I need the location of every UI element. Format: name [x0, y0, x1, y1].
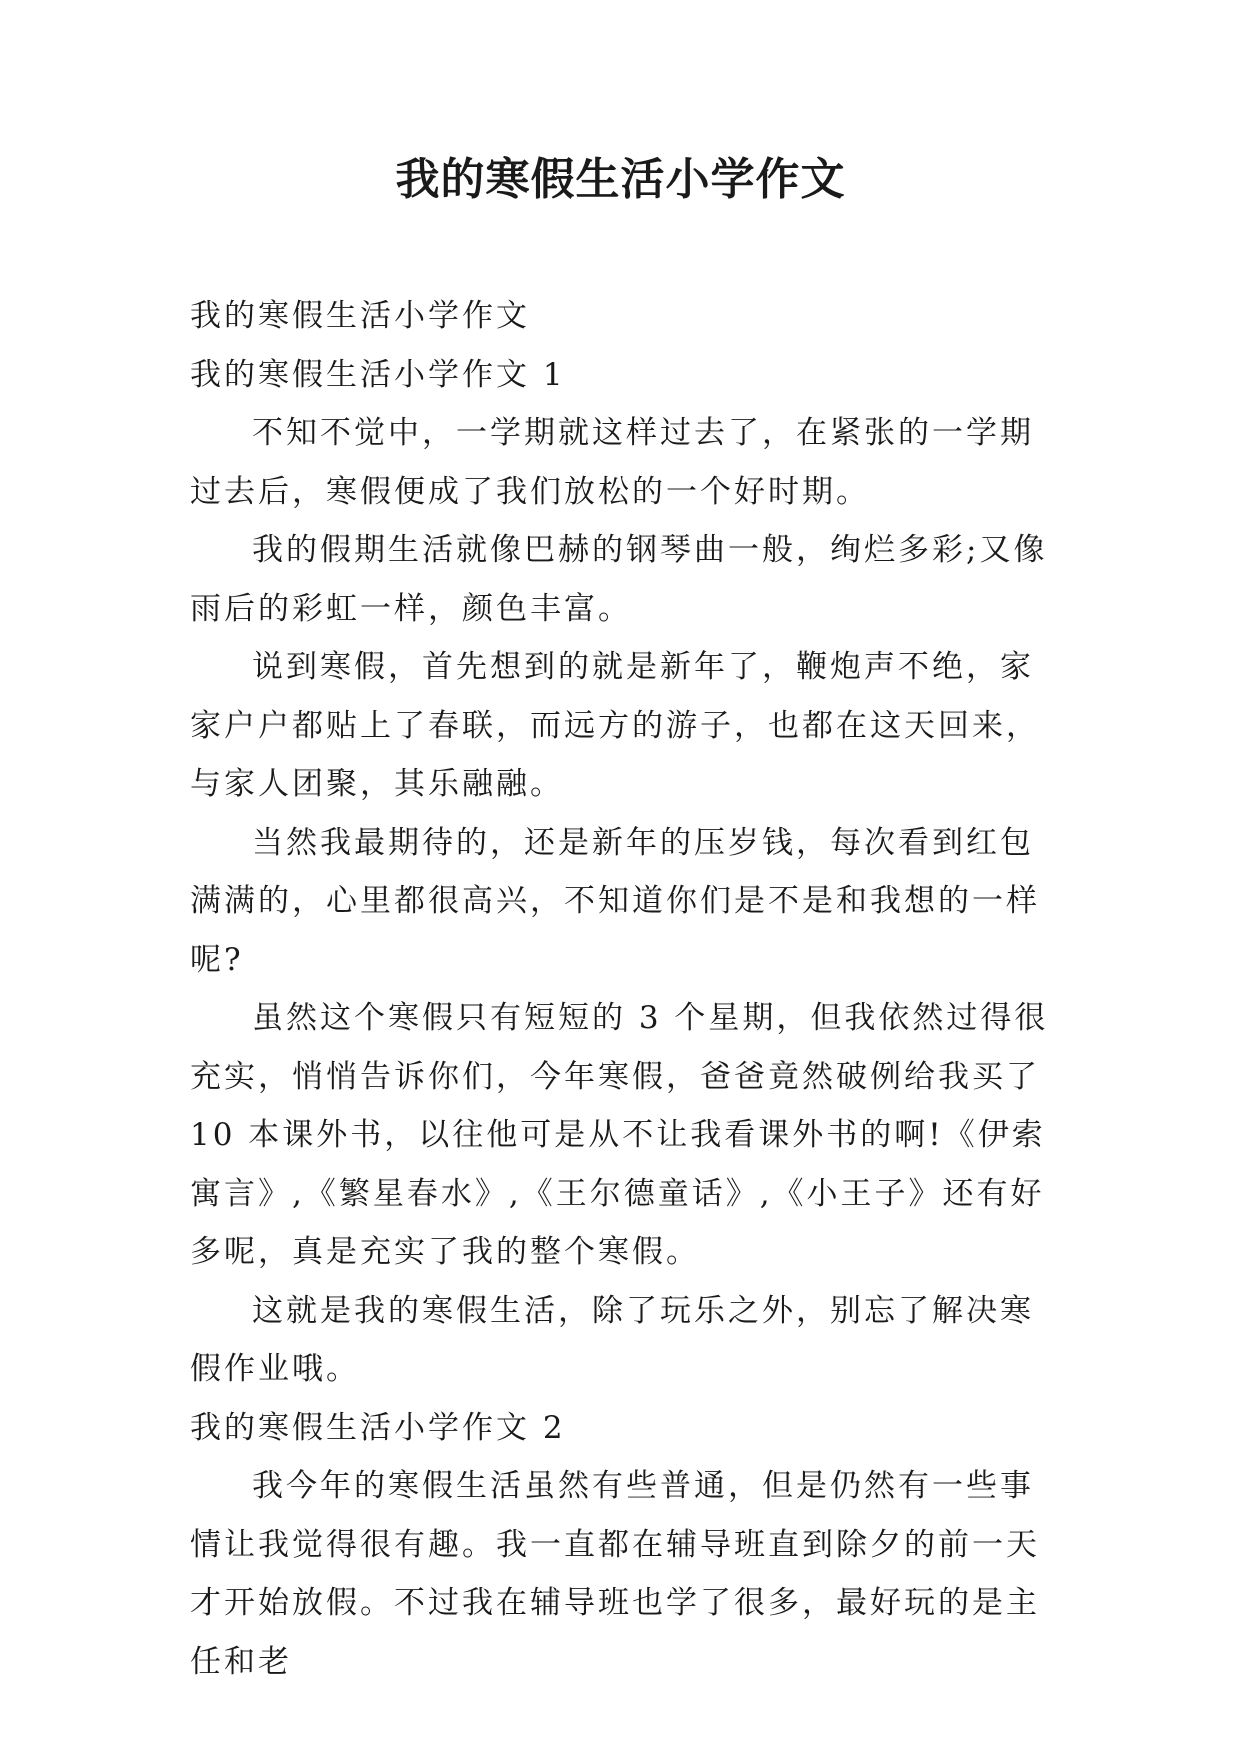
paragraph: 我的假期生活就像巴赫的钢琴曲一般，绚烂多彩;又像雨后的彩虹一样，颜色丰富。	[190, 532, 1048, 627]
document-title: 我的寒假生活小学作文	[395, 154, 846, 205]
paragraph: 当然我最期待的，还是新年的压岁钱，每次看到红包满满的，心里都很高兴，不知道你们是不是和我想的一样呢?	[190, 824, 1040, 978]
section-heading: 我的寒假生活小学作文 1	[190, 356, 566, 393]
document-subtitle: 我的寒假生活小学作文	[190, 298, 530, 334]
paragraph: 我今年的寒假生活虽然有些普通，但是仍然有一些事情让我觉得很有趣。我一直都在辅导班直到除夕的前一天才开始放假。不过我在辅导班也学了很多，最好玩的是主任和老	[190, 1468, 1040, 1680]
document-body	[190, 287, 1056, 1691]
paragraph: 不知不觉中，一学期就这样过去了，在紧张的一学期过去后，寒假便成了我们放松的一个好时期。	[190, 415, 1034, 510]
paragraph: 这就是我的寒假生活，除了玩乐之外，别忘了解决寒假作业哦。	[190, 1292, 1034, 1387]
paragraph: 虽然这个寒假只有短短的 3 个星期，但我依然过得很充实，悄悄告诉你们，今年寒假，爸爸竟然破例给我买了 10 本课外书，以往他可是从不让我看课外书的啊!《伊索寓言》,《繁星春水》,《王尔德童话》,《小王子》还有好多呢，真是充实了我的整个寒假。	[190, 1000, 1049, 1270]
paragraph: 说到寒假，首先想到的就是新年了，鞭炮声不绝，家家户户都贴上了春联，而远方的游子，也都在这天回来，与家人团聚，其乐融融。	[190, 649, 1040, 802]
section-heading: 我的寒假生活小学作文 2	[190, 1409, 566, 1446]
